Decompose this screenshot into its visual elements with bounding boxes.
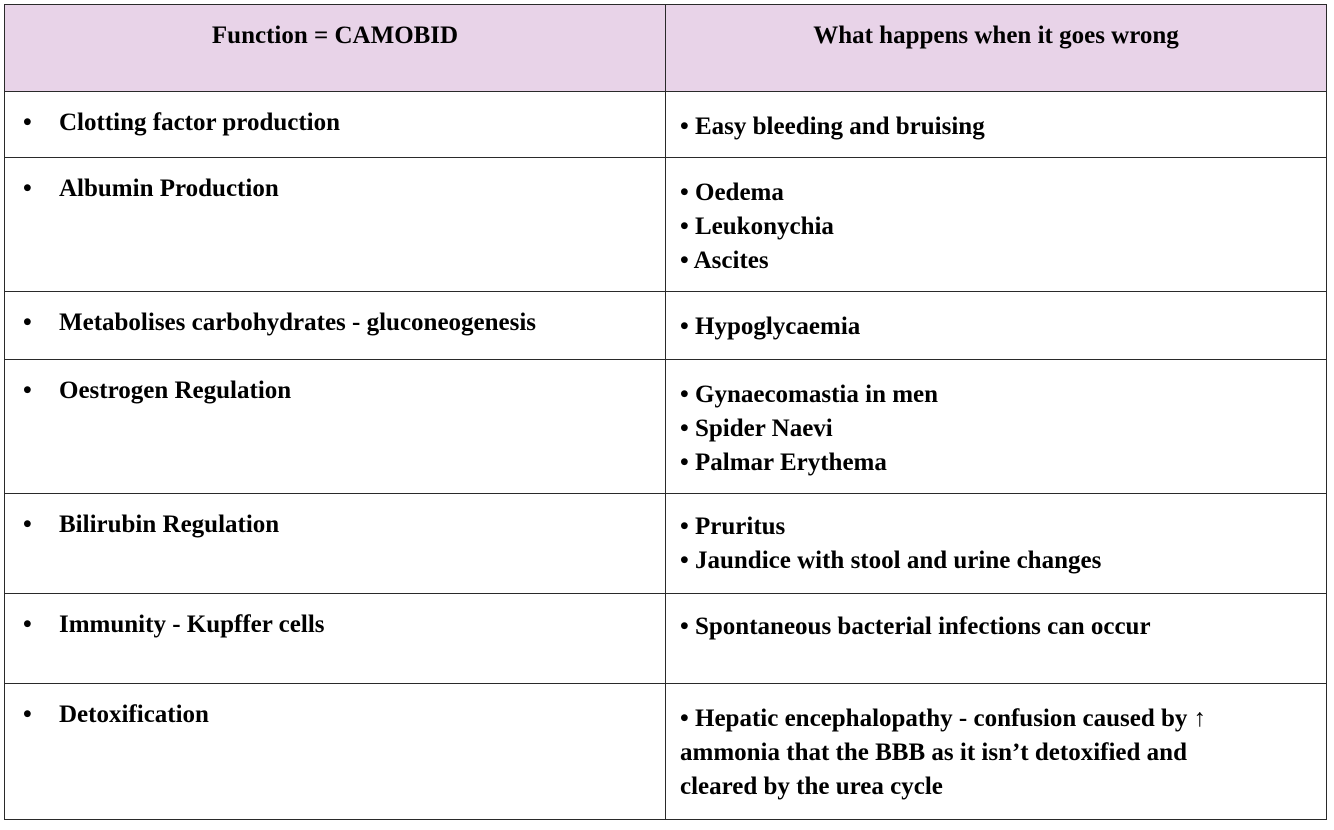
header-row	[5, 5, 1327, 92]
effect-item: • Spontaneous bacterial infections can occur	[680, 613, 1151, 640]
effects-cell	[666, 494, 1327, 594]
effect-item: • Jaundice with stool and urine changes	[680, 547, 1102, 574]
bullet-icon: •	[23, 377, 32, 404]
effect-item: • Leukonychia	[680, 213, 834, 240]
effects-cell	[666, 684, 1327, 820]
effect-item: • Pruritus	[680, 513, 786, 540]
table-row	[5, 594, 1327, 684]
effect-item: • Spider Naevi	[680, 415, 833, 442]
effects-cell	[666, 292, 1327, 360]
liver-function-table	[4, 4, 1327, 820]
function-label: Albumin Production	[59, 175, 279, 202]
function-label: Metabolises carbohydrates - gluconeogenesis	[59, 309, 537, 336]
effect-item: • Ascites	[680, 247, 769, 274]
function-cell	[5, 594, 666, 684]
effects-cell	[666, 360, 1327, 494]
function-label: Detoxification	[59, 701, 209, 728]
effect-item: cleared by the urea cycle	[680, 773, 943, 800]
effects-cell	[666, 92, 1327, 158]
function-label: Bilirubin Regulation	[59, 511, 280, 538]
table-row	[5, 92, 1327, 158]
function-cell	[5, 494, 666, 594]
bullet-icon: •	[23, 309, 32, 336]
function-cell	[5, 292, 666, 360]
bullet-icon: •	[23, 511, 32, 538]
header-function: Function = CAMOBID	[5, 5, 666, 92]
effect-item: ammonia that the BBB as it isn’t detoxified and	[680, 739, 1187, 766]
function-label: Immunity - Kupffer cells	[59, 611, 325, 638]
effect-item: • Easy bleeding and bruising	[680, 113, 985, 140]
effect-item: • Palmar Erythema	[680, 449, 887, 476]
bullet-icon: •	[23, 701, 32, 728]
table-row	[5, 158, 1327, 292]
effects-cell	[666, 158, 1327, 292]
function-cell	[5, 92, 666, 158]
effect-item: • Hypoglycaemia	[680, 313, 861, 340]
table-row	[5, 292, 1327, 360]
table-row	[5, 684, 1327, 820]
function-label: Oestrogen Regulation	[59, 377, 292, 404]
effect-item: • Oedema	[680, 179, 784, 206]
table-row	[5, 360, 1327, 494]
function-cell	[5, 684, 666, 820]
header-consequence: What happens when it goes wrong	[666, 5, 1327, 92]
effects-cell	[666, 594, 1327, 684]
function-label: Clotting factor production	[59, 109, 341, 136]
function-cell	[5, 360, 666, 494]
function-cell	[5, 158, 666, 292]
effect-item: • Hepatic encephalopathy - confusion caused by ↑	[680, 705, 1207, 732]
bullet-icon: •	[23, 175, 32, 202]
table-row	[5, 494, 1327, 594]
bullet-icon: •	[23, 611, 32, 638]
effect-item: • Gynaecomastia in men	[680, 381, 939, 408]
bullet-icon: •	[23, 109, 32, 136]
